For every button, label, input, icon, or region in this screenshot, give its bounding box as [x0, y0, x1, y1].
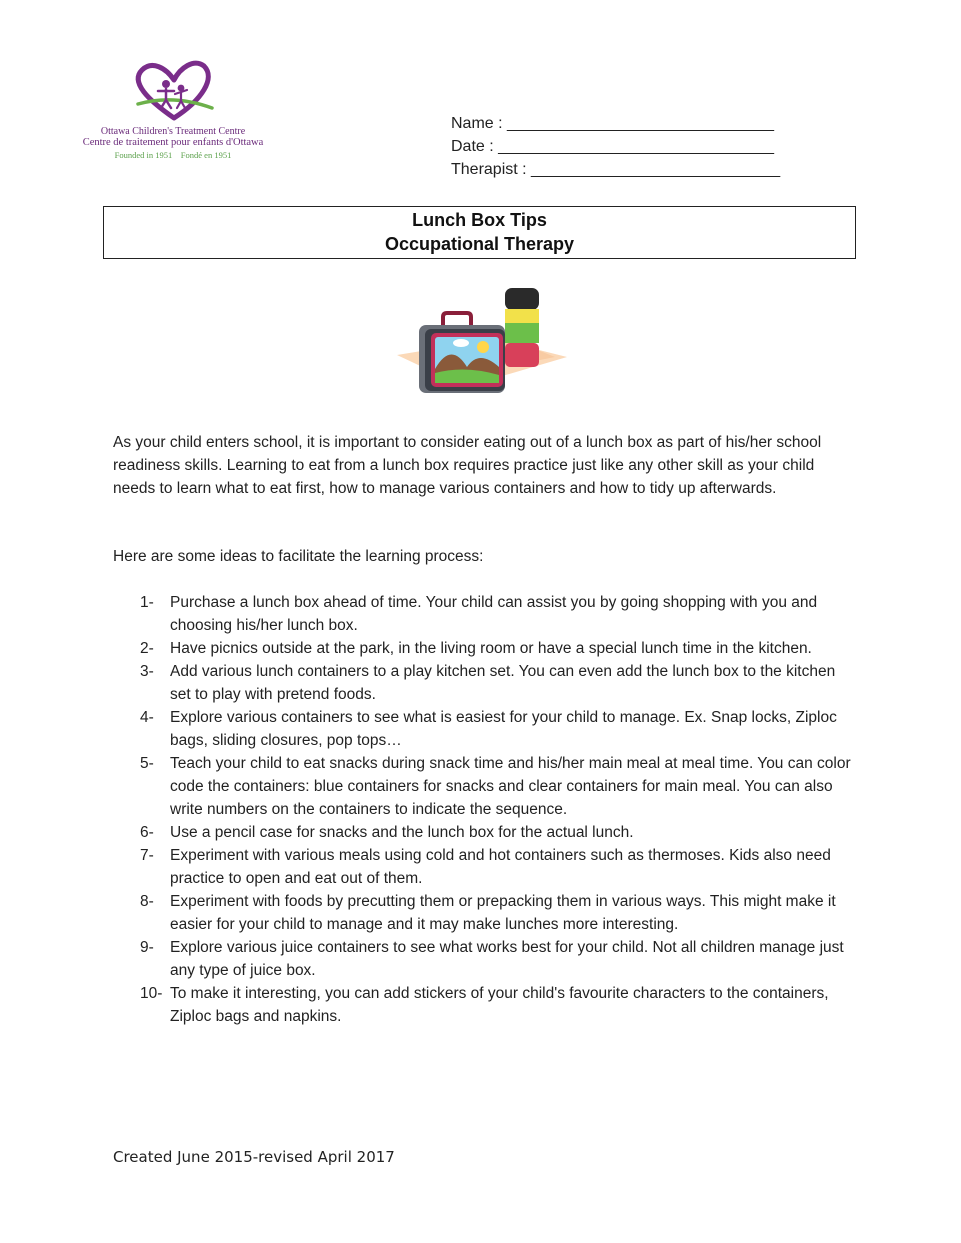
tips-list [140, 591, 860, 1028]
list-item-text: To make it interesting, you can add stickers of your child's favourite characters to the containers, Ziploc bags and napkins. [170, 985, 829, 1025]
list-item-number: 6- [140, 824, 154, 841]
list-item [140, 936, 860, 982]
list-item-text: Teach your child to eat snacks during snack time and his/her main meal at meal time. You can color code the containers: blue containers for snacks and clear containers for main meal. You can also write numbers on the containers to indicate the sequence. [170, 755, 851, 818]
logo-founded-en: Founded in 1951 [114, 150, 173, 160]
list-item-text: Purchase a lunch box ahead of time. Your child can assist you by going shopping with you and choosing his/her lunch box. [170, 594, 818, 634]
logo-line-2: Centre de traitement pour enfants d'Ottawa [82, 137, 264, 148]
intro-paragraph: As your child enters school, it is important to consider eating out of a lunch box as part of his/her school readiness skills. Learning to eat from a lunch box requires practice just like any other skill as your child needs to learn what to eat first, how to manage various containers and how to tidy up afterwards. [113, 434, 822, 497]
heart-children-icon [78, 58, 268, 128]
document-title-box [103, 206, 856, 259]
lunch-box-illustration [395, 283, 570, 403]
list-item-number: 9- [140, 939, 154, 956]
list-item-number: 10- [140, 985, 163, 1002]
list-item-number: 3- [140, 663, 154, 680]
list-item-text: Have picnics outside at the park, in the living room or have a special lunch time in the kitchen. [170, 640, 812, 657]
list-item [140, 844, 860, 890]
document-subtitle: Occupational Therapy [384, 234, 575, 254]
list-item [140, 660, 860, 706]
list-item-number: 5- [140, 755, 154, 772]
list-item [140, 821, 860, 844]
list-item-text: Explore various juice containers to see what works best for your child. Not all children manage just any type of juice box. [170, 939, 844, 979]
revision-footer: Created June 2015-revised April 2017 [113, 1148, 395, 1166]
list-item-number: 2- [140, 640, 154, 657]
list-item [140, 982, 860, 1028]
document-title: Lunch Box Tips [412, 210, 547, 230]
list-item [140, 752, 860, 821]
list-item-number: 1- [140, 594, 154, 611]
logo-line-1: Ottawa Children's Treatment Centre [100, 126, 246, 137]
list-item-text: Experiment with foods by precutting them or prepacking them in various ways. This might make it easier for your child to manage and it may make lunches more interesting. [170, 893, 836, 933]
list-item [140, 591, 860, 637]
list-item-number: 7- [140, 847, 154, 864]
date-field[interactable]: Date : _______________________________ [451, 138, 774, 155]
lunch-box-thermos-icon [395, 283, 570, 403]
organization-logo [78, 58, 268, 168]
list-item [140, 890, 860, 936]
logo-founded-fr: Fondé en 1951 [180, 150, 232, 160]
logo-founded [78, 150, 268, 161]
logo-text [78, 126, 268, 161]
list-item [140, 637, 860, 660]
list-item-number: 4- [140, 709, 154, 726]
list-item-number: 8- [140, 893, 154, 910]
ideas-heading: Here are some ideas to facilitate the learning process: [113, 548, 484, 565]
list-item-text: Explore various containers to see what is easiest for your child to manage. Ex. Snap locks, Ziploc bags, sliding closures, pop tops… [170, 709, 837, 749]
name-field[interactable]: Name : ______________________________ [451, 115, 774, 132]
list-item-text: Add various lunch containers to a play kitchen set. You can even add the lunch box to the kitchen set to play with pretend foods. [170, 663, 836, 703]
list-item-text: Use a pencil case for snacks and the lunch box for the actual lunch. [170, 824, 634, 841]
list-item-text: Experiment with various meals using cold and hot containers such as thermoses. Kids also need practice to open and eat out of them. [170, 847, 831, 887]
client-info-fields [451, 112, 780, 181]
list-item [140, 706, 860, 752]
therapist-field[interactable]: Therapist : ____________________________ [451, 161, 781, 178]
